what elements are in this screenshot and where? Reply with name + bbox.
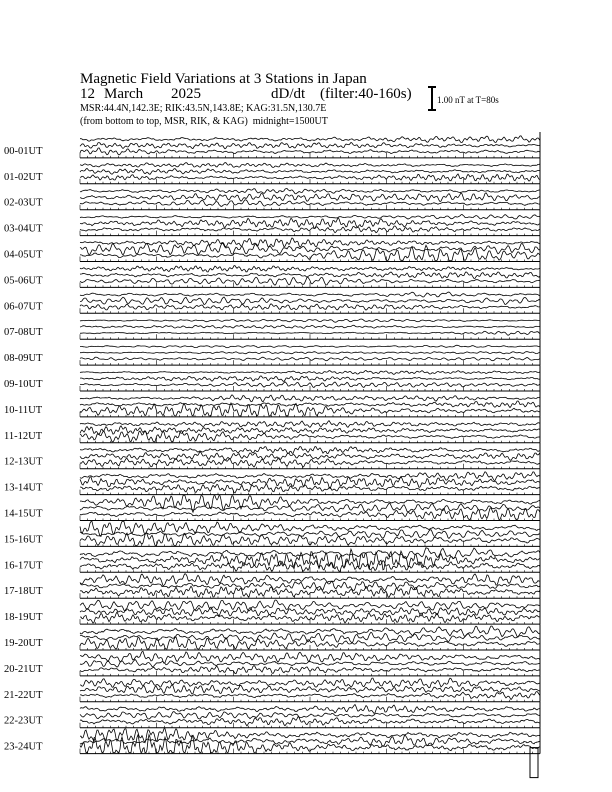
- chart-title: Magnetic Field Variations at 3 Stations in Japan: [80, 71, 367, 87]
- trace-rik: [80, 243, 540, 255]
- row-label: 17-18UT: [4, 586, 43, 598]
- row-label: 21-22UT: [4, 689, 43, 701]
- trace-kag: [80, 136, 540, 143]
- trace-rik: [80, 272, 540, 279]
- row-label: 18-19UT: [4, 612, 43, 624]
- trace-kag: [80, 163, 540, 168]
- trace-kag: [80, 188, 540, 193]
- trace-rik: [80, 352, 540, 354]
- row-label: 03-04UT: [4, 223, 43, 235]
- trace-rik: [80, 401, 540, 408]
- trace-rik: [80, 477, 540, 489]
- row-label: 13-14UT: [4, 482, 43, 494]
- trace-rik: [80, 142, 540, 148]
- date-day: 12: [80, 86, 95, 102]
- trace-rik: [80, 325, 540, 328]
- trace-kag: [80, 238, 540, 247]
- row-label: 11-12UT: [4, 430, 43, 442]
- trace-rik: [80, 452, 540, 460]
- date-year: 2025: [171, 86, 201, 102]
- trace-rik: [80, 607, 540, 616]
- filter-label: (filter:40-160s): [320, 86, 412, 102]
- trace-kag: [80, 292, 540, 297]
- trace-kag: [80, 319, 540, 322]
- row-label: 16-17UT: [4, 560, 43, 572]
- midnight-note: midnight=1500UT: [252, 116, 328, 127]
- row-label: 22-23UT: [4, 715, 43, 727]
- row-label: 02-03UT: [4, 197, 43, 209]
- trace-rik: [80, 549, 540, 570]
- trace-kag: [80, 215, 540, 220]
- row-label: 07-08UT: [4, 327, 43, 339]
- row-label: 20-21UT: [4, 663, 43, 675]
- trace-kag: [80, 266, 540, 272]
- trace-kag: [80, 371, 540, 375]
- row-label: 04-05UT: [4, 249, 43, 261]
- trace-kag: [80, 600, 540, 611]
- trace-rik: [80, 297, 540, 305]
- trace-rik: [80, 530, 540, 539]
- trace-kag: [80, 447, 540, 454]
- row-label: 00-01UT: [4, 145, 43, 157]
- trace-rik: [80, 712, 540, 720]
- row-label: 14-15UT: [4, 508, 43, 520]
- trace-rik: [80, 168, 540, 174]
- trace-kag: [80, 421, 540, 428]
- row-label: 01-02UT: [4, 171, 43, 183]
- row-label: 12-13UT: [4, 456, 43, 468]
- trace-kag: [80, 345, 540, 348]
- order-note: (from bottom to top, MSR, RIK, & KAG): [80, 116, 248, 127]
- row-label: 06-07UT: [4, 301, 43, 313]
- trace-rik: [80, 193, 540, 202]
- scale-bar-label: 1.00 nT at T=80s: [437, 95, 499, 105]
- date-month: March: [104, 86, 144, 102]
- row-label: 15-16UT: [4, 534, 43, 546]
- row-label: 23-24UT: [4, 741, 43, 753]
- row-label: 08-09UT: [4, 353, 43, 365]
- trace-rik: [80, 660, 540, 668]
- trace-kag: [80, 626, 540, 637]
- quantity-label: dD/dt: [271, 86, 306, 102]
- trace-kag: [80, 395, 540, 402]
- row-label: 19-20UT: [4, 638, 43, 649]
- trace-kag: [80, 705, 540, 714]
- station-coordinates: MSR:44.4N,142.3E; RIK:43.5N,143.8E; KAG:31.5N,130.7E: [80, 103, 327, 114]
- row-label: 05-06UT: [4, 275, 43, 287]
- trace-kag: [80, 574, 540, 586]
- trace-rik: [80, 503, 540, 512]
- row-label: 10-11UT: [4, 404, 43, 416]
- trace-rik: [80, 218, 540, 229]
- trace-rik: [80, 581, 540, 590]
- off-scale-spike: [530, 748, 538, 778]
- trace-kag: [80, 678, 540, 688]
- trace-rik: [80, 376, 540, 382]
- row-label: 09-10UT: [4, 379, 43, 390]
